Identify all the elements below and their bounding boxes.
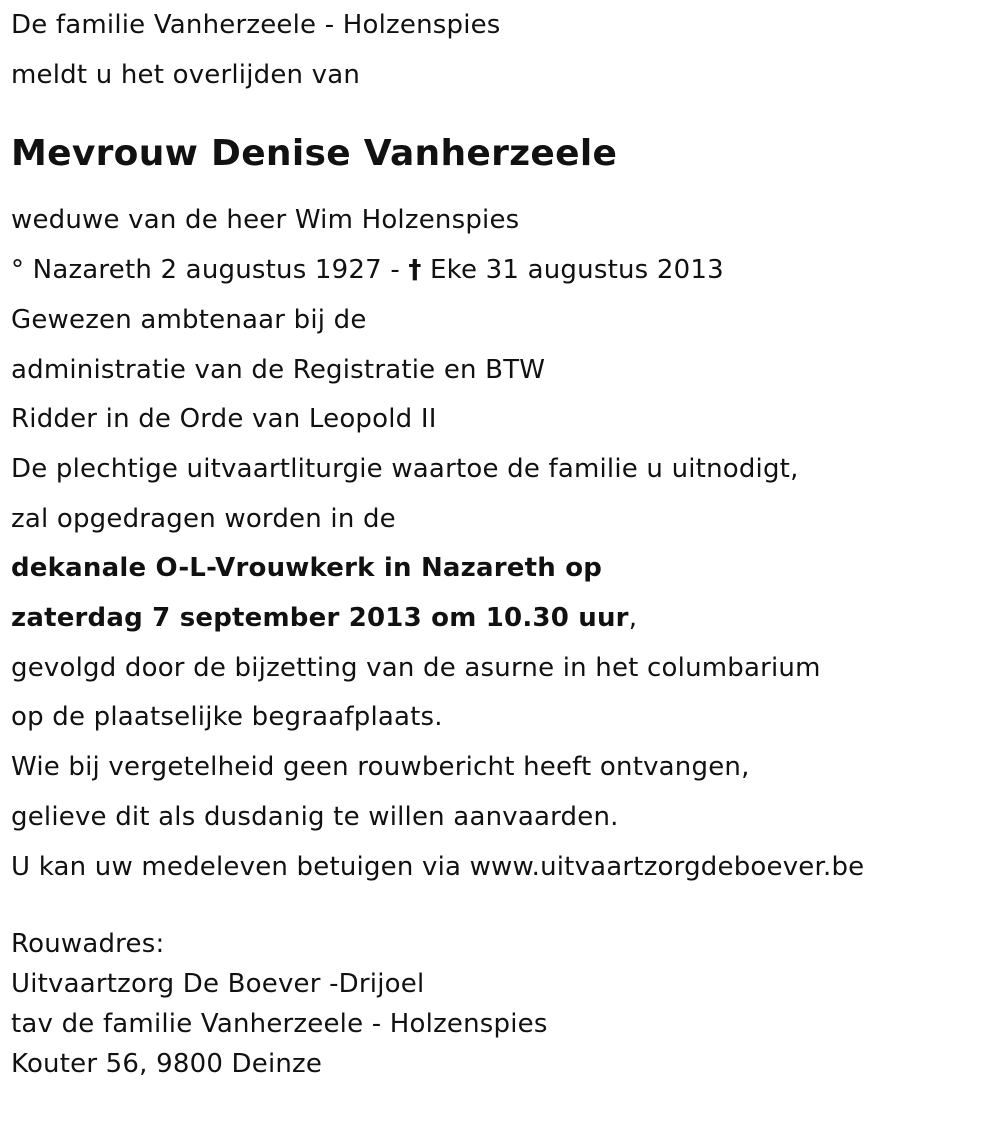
datetime-suffix: , xyxy=(628,603,638,634)
address-line-3: Kouter 56, 9800 Deinze xyxy=(11,1049,323,1080)
cross-icon: † xyxy=(408,255,422,286)
datetime-line xyxy=(11,594,1000,644)
career-line-1: Gewezen ambtenaar bij de xyxy=(11,304,367,335)
address-line-2: tav de familie Vanherzeele - Holzenspies xyxy=(11,1009,548,1040)
church-line: dekanale O-L-Vrouwkerk in Nazareth op xyxy=(11,553,603,584)
deceased-name: Mevrouw Denise Vanherzeele xyxy=(11,133,618,175)
death-text: Eke 31 augustus 2013 xyxy=(421,255,724,286)
address-label: Rouwadres: xyxy=(11,929,165,960)
invite-line-1: De plechtige uitvaartliturgie waartoe de familie u uitnodigt, xyxy=(11,453,799,484)
address-line-1: Uitvaartzorg De Boever -Drijoel xyxy=(11,969,425,1000)
widow-of-line: weduwe van de heer Wim Holzenspies xyxy=(11,205,520,236)
career-line-2: administratie van de Registratie en BTW xyxy=(11,354,546,385)
burial-line-1: gevolgd door de bijzetting van de asurne in het columbarium xyxy=(11,652,821,683)
intro-announcement-line: meldt u het overlijden van xyxy=(11,59,361,90)
burial-line-2: op de plaatselijke begraafplaats. xyxy=(11,702,443,733)
notice-line-2: gelieve dit als dusdanig te willen aanvaarden. xyxy=(11,801,619,832)
invite-line-2: zal opgedragen worden in de xyxy=(11,503,396,534)
birth-death-line xyxy=(11,246,1000,296)
intro-family-line: De familie Vanherzeele - Holzenspies xyxy=(11,10,501,40)
birth-text: ° Nazareth 2 augustus 1927 - xyxy=(11,255,409,286)
honor-line: Ridder in de Orde van Leopold II xyxy=(11,404,437,435)
mourning-address xyxy=(11,924,1000,1084)
obituary-body xyxy=(11,196,1000,892)
intro-block xyxy=(11,0,1000,100)
datetime-text: zaterdag 7 september 2013 om 10.30 uur xyxy=(11,603,629,634)
notice-line-1: Wie bij vergetelheid geen rouwbericht heeft ontvangen, xyxy=(11,752,750,783)
condolence-line: U kan uw medeleven betuigen via www.uitvaartzorgdeboever.be xyxy=(11,851,865,882)
